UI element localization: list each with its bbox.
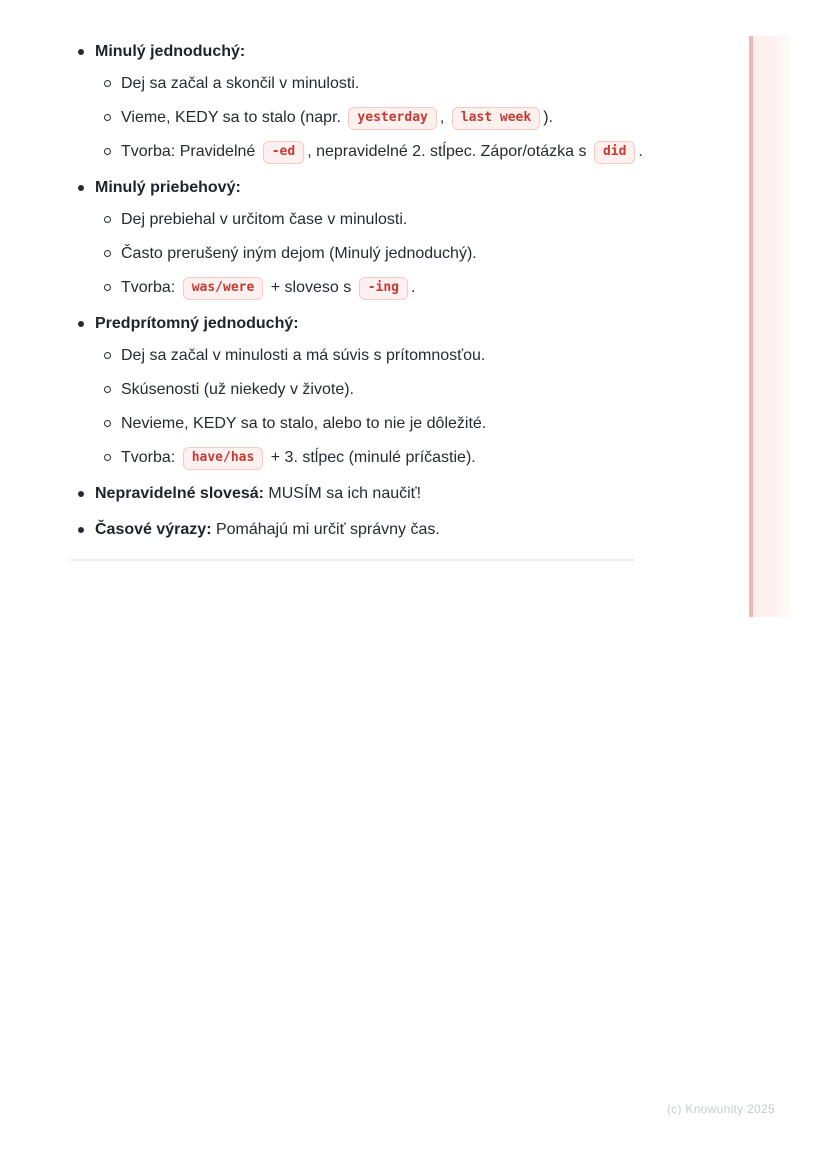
list-item (70, 482, 670, 506)
sub-item: Skúsenosti (už niekedy v živote). (95, 378, 670, 402)
sub-item: Tvorba: have/has + 3. stĺpec (minulé príčastie). (95, 446, 670, 470)
accent-bar (749, 36, 791, 617)
sub-item: Často prerušený iným dejom (Minulý jednoduchý). (95, 242, 670, 266)
sub-item: Dej sa začal a skončil v minulosti. (95, 72, 670, 96)
list-item (70, 518, 670, 542)
sub-list (95, 208, 670, 300)
sub-item: Nevieme, KEDY sa to stalo, alebo to nie je dôležité. (95, 412, 670, 436)
sub-item: Tvorba: was/were + sloveso s -ing . (95, 276, 670, 300)
code-badge: yesterday (348, 107, 436, 130)
code-badge: -ing (359, 277, 408, 300)
code-badge: did (594, 141, 635, 164)
item-title: Predprítomný jednoduchý: (95, 315, 299, 332)
item-text: MUSÍM sa ich naučiť! (263, 485, 422, 502)
item-title: Nepravidelné slovesá: (95, 485, 264, 502)
divider (70, 559, 635, 561)
list-item (70, 176, 670, 300)
sub-list (95, 344, 670, 470)
code-badge: last week (452, 107, 540, 130)
sub-item: Dej prebiehal v určitom čase v minulosti. (95, 208, 670, 232)
code-badge: have/has (183, 447, 264, 470)
sub-list (95, 72, 670, 164)
item-text: Pomáhajú mi určiť správny čas. (211, 521, 440, 538)
code-badge: was/were (183, 277, 264, 300)
sub-item: Dej sa začal v minulosti a má súvis s prítomnosťou. (95, 344, 670, 368)
list-item (70, 312, 670, 470)
code-badge: -ed (263, 141, 304, 164)
notes-list (70, 40, 670, 554)
item-title: Minulý jednoduchý: (95, 43, 246, 60)
item-title: Časové výrazy: (95, 521, 212, 538)
sub-item: Vieme, KEDY sa to stalo (napr. yesterday , last week ). (95, 106, 670, 130)
footer-credit: (c) Knowunity 2025 (666, 1102, 775, 1116)
list-item (70, 40, 670, 164)
item-title: Minulý priebehový: (95, 179, 241, 196)
sub-item: Tvorba: Pravidelné -ed , nepravidelné 2. stĺpec. Zápor/otázka s did . (95, 140, 670, 164)
